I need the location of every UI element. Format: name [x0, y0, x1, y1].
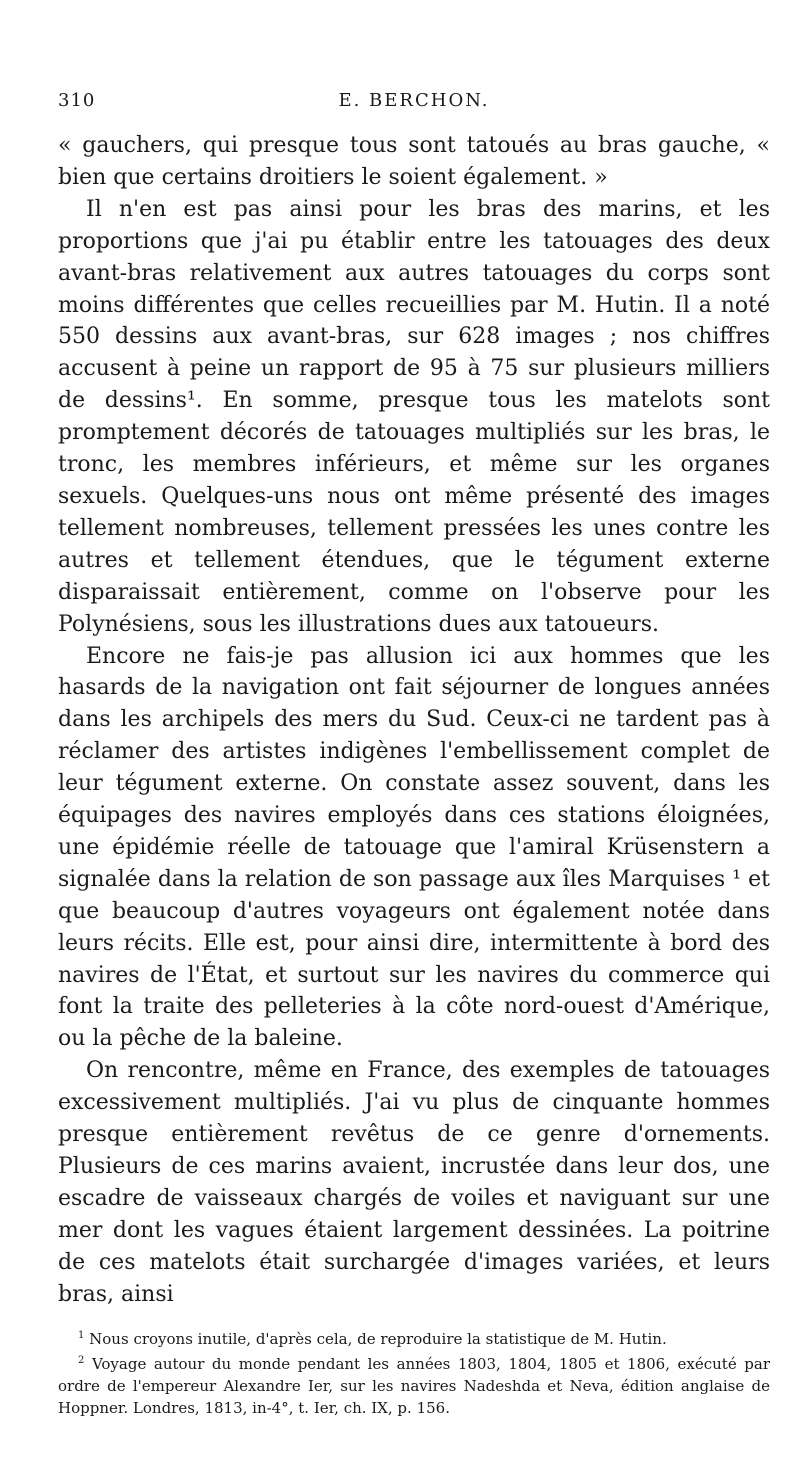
body-text — [58, 130, 770, 1311]
footnote — [58, 1350, 770, 1419]
page-number: 310 — [58, 90, 96, 111]
footnote-text: Nous croyons inutile, d'après cela, de reproduire la statistique de M. Hutin. — [89, 1330, 667, 1348]
footnote-text: Voyage autour du monde pendant les années 1803, 1804, 1805 et 1806, exécuté par ordre de l'empereur Alexandre Ier, sur les navires Nadeshda et Neva, édition anglaise de Hoppner. Londres, 1813, in-4°, t. Ier, ch. IX, p. 156. — [58, 1355, 770, 1417]
footnote-mark: 2 — [78, 1355, 85, 1366]
footnote-mark: 1 — [78, 1330, 85, 1341]
paragraph: Encore ne fais-je pas allusion ici aux hommes que les hasards de la navigation ont fait séjourner de longues années dans les archipels des mers du Sud. Ceux-ci ne tardent pas à réclamer des artistes indigènes l'embellissement complet de leur tégument externe. On constate assez souvent, dans les équipages des navires employés dans ces stations éloignées, une épidémie réelle de tatouage que l'amiral Krüsenstern a signalée dans la relation de son passage aux îles Marquises ¹ et que beaucoup d'autres voyageurs ont également notée dans leurs récits. Elle est, pour ainsi dire, intermittente à bord des navires de l'État, et surtout sur les navires du commerce qui font la traite des pelleteries à la côte nord-ouest d'Amérique, ou la pêche de la baleine. — [58, 643, 770, 1052]
book-page — [58, 90, 770, 1311]
running-head: E. BERCHON. — [338, 90, 490, 111]
page-header — [58, 90, 770, 120]
paragraph: On rencontre, même en France, des exemples de tatouages excessivement multipliés. J'ai vu plus de cinquante hommes presque entièrement revêtus de ce genre d'ornements. Plusieurs de ces marins avaient, incrustée dans leur dos, une escadre de vaisseaux chargés de voiles et naviguant sur une mer dont les vagues étaient largement dessinées. La poitrine de ces matelots était surchargée d'images variées, et leurs bras, ainsi — [58, 1058, 770, 1307]
paragraph-continuation: « gauchers, qui presque tous sont tatoués au bras gauche, « bien que certains droitiers le soient également. » — [58, 133, 770, 190]
footnote — [58, 1325, 770, 1350]
footnotes — [58, 1325, 770, 1419]
paragraph: Il n'en est pas ainsi pour les bras des marins, et les proportions que j'ai pu établir entre les tatouages des deux avant-bras relativement aux autres tatouages du corps sont moins différentes que celles recueillies par M. Hutin. Il a noté 550 dessins aux avant-bras, sur 628 images ; nos chiffres accusent à peine un rapport de 95 à 75 sur plusieurs milliers de dessins¹. En somme, presque tous les matelots sont promptement décorés de tatouages multipliés sur les bras, le tronc, les membres inférieurs, et même sur les organes sexuels. Quelques-uns nous ont même présenté des images tellement nombreuses, tellement pressées les unes contre les autres et tellement étendues, que le tégument externe disparaissait entièrement, comme on l'observe pour les Polynésiens, sous les illustrations dues aux tatoueurs. — [58, 196, 770, 637]
